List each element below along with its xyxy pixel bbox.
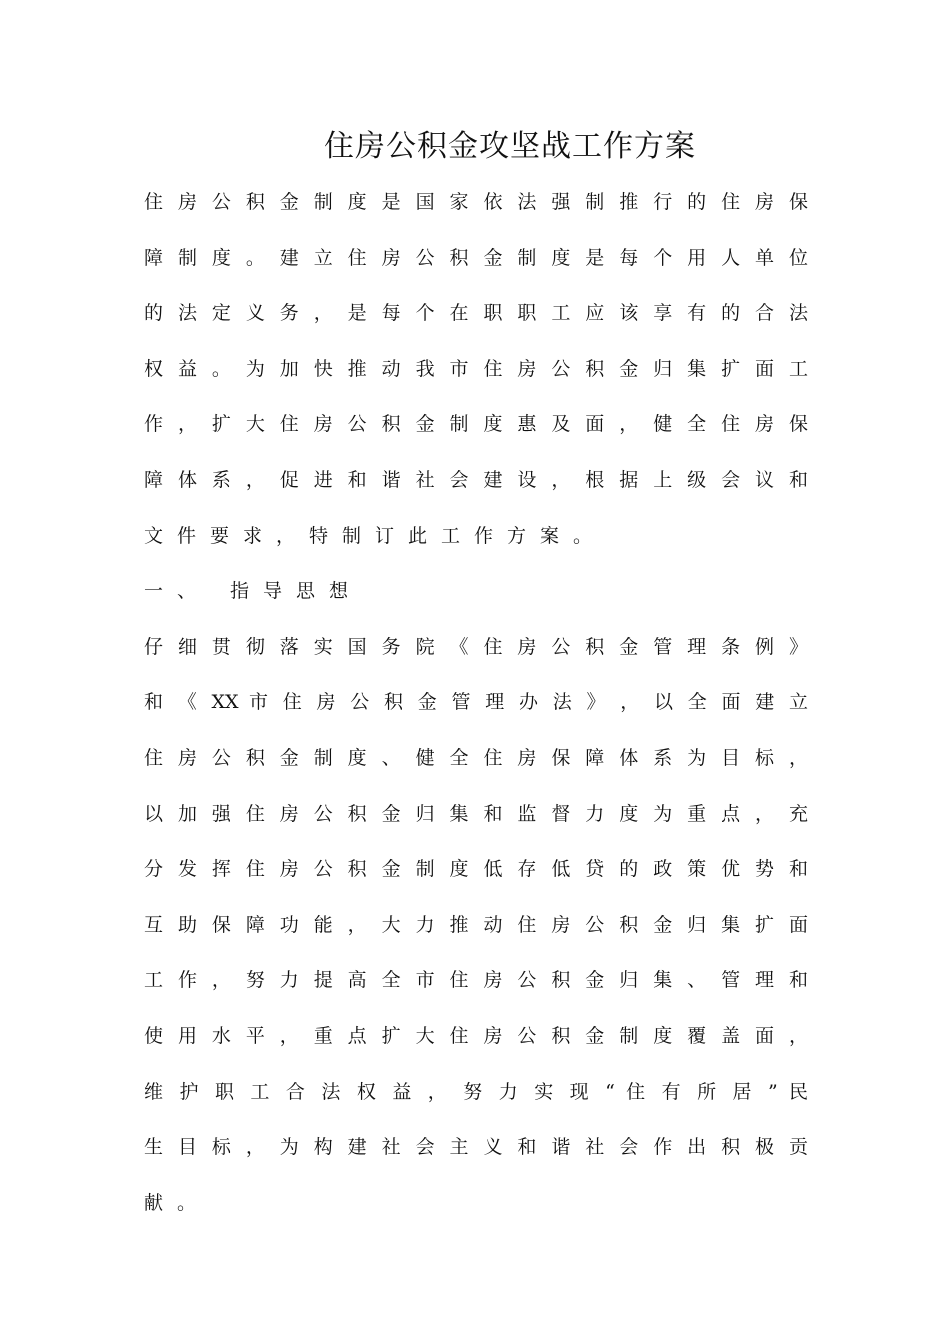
body-line: 住 房 公 积 金 制 度 是 国 家 依 法 强 制 推 行 的 住 房 保 (144, 191, 808, 213)
body-line: 分 发 挥 住 房 公 积 金 制 度 低 存 低 贷 的 政 策 优 势 和 (144, 858, 808, 881)
section-heading: 一、 指导思想 (144, 580, 363, 603)
body-line: 障 制 度 。 建 立 住 房 公 积 金 制 度 是 每 个 用 人 单 位 (144, 246, 808, 269)
body-line: 生 目 标 ， 为 构 建 社 会 主 义 和 谐 社 会 作 出 积 极 贡 (144, 1136, 808, 1159)
body-line: 仔 细 贯 彻 落 实 国 务 院 《 住 房 公 积 金 管 理 条 例 》 (144, 635, 808, 658)
body-line: 文件要求，特制订此工作方案。 (144, 524, 607, 547)
body-line: 维 护 职 工 合 法 权 益 ， 努 力 实 现 “ 住 有 所 居 ” 民 (144, 1080, 808, 1103)
body-line: 的 法 定 义 务 ， 是 每 个 在 职 职 工 应 该 享 有 的 合 法 (144, 302, 808, 325)
body-line: 作 ， 扩 大 住 房 公 积 金 制 度 惠 及 面 ， 健 全 住 房 保 (144, 413, 808, 436)
body-line: 住 房 公 积 金 制 度 、 健 全 住 房 保 障 体 系 为 目 标 ， (144, 746, 808, 769)
body-line: 和 《 XX 市 住 房 公 积 金 管 理 办 法 》 ， 以 全 面 建 立 (144, 691, 808, 714)
body-line: 障 体 系 ， 促 进 和 谐 社 会 建 设 ， 根 据 上 级 会 议 和 (144, 468, 808, 491)
document-title: 住房公积金攻坚战工作方案 (324, 129, 696, 164)
body-line: 献。 (144, 1191, 211, 1214)
body-line: 使 用 水 平 ， 重 点 扩 大 住 房 公 积 金 制 度 覆 盖 面 ， (144, 1024, 808, 1047)
body-line: 以 加 强 住 房 公 积 金 归 集 和 监 督 力 度 为 重 点 ， 充 (144, 802, 808, 825)
body-line: 互 助 保 障 功 能 ， 大 力 推 动 住 房 公 积 金 归 集 扩 面 (144, 913, 808, 936)
body-line: 工 作 ， 努 力 提 高 全 市 住 房 公 积 金 归 集 、 管 理 和 (144, 969, 808, 992)
body-line: 权 益 。 为 加 快 推 动 我 市 住 房 公 积 金 归 集 扩 面 工 (144, 357, 808, 380)
document-body (144, 175, 808, 1231)
